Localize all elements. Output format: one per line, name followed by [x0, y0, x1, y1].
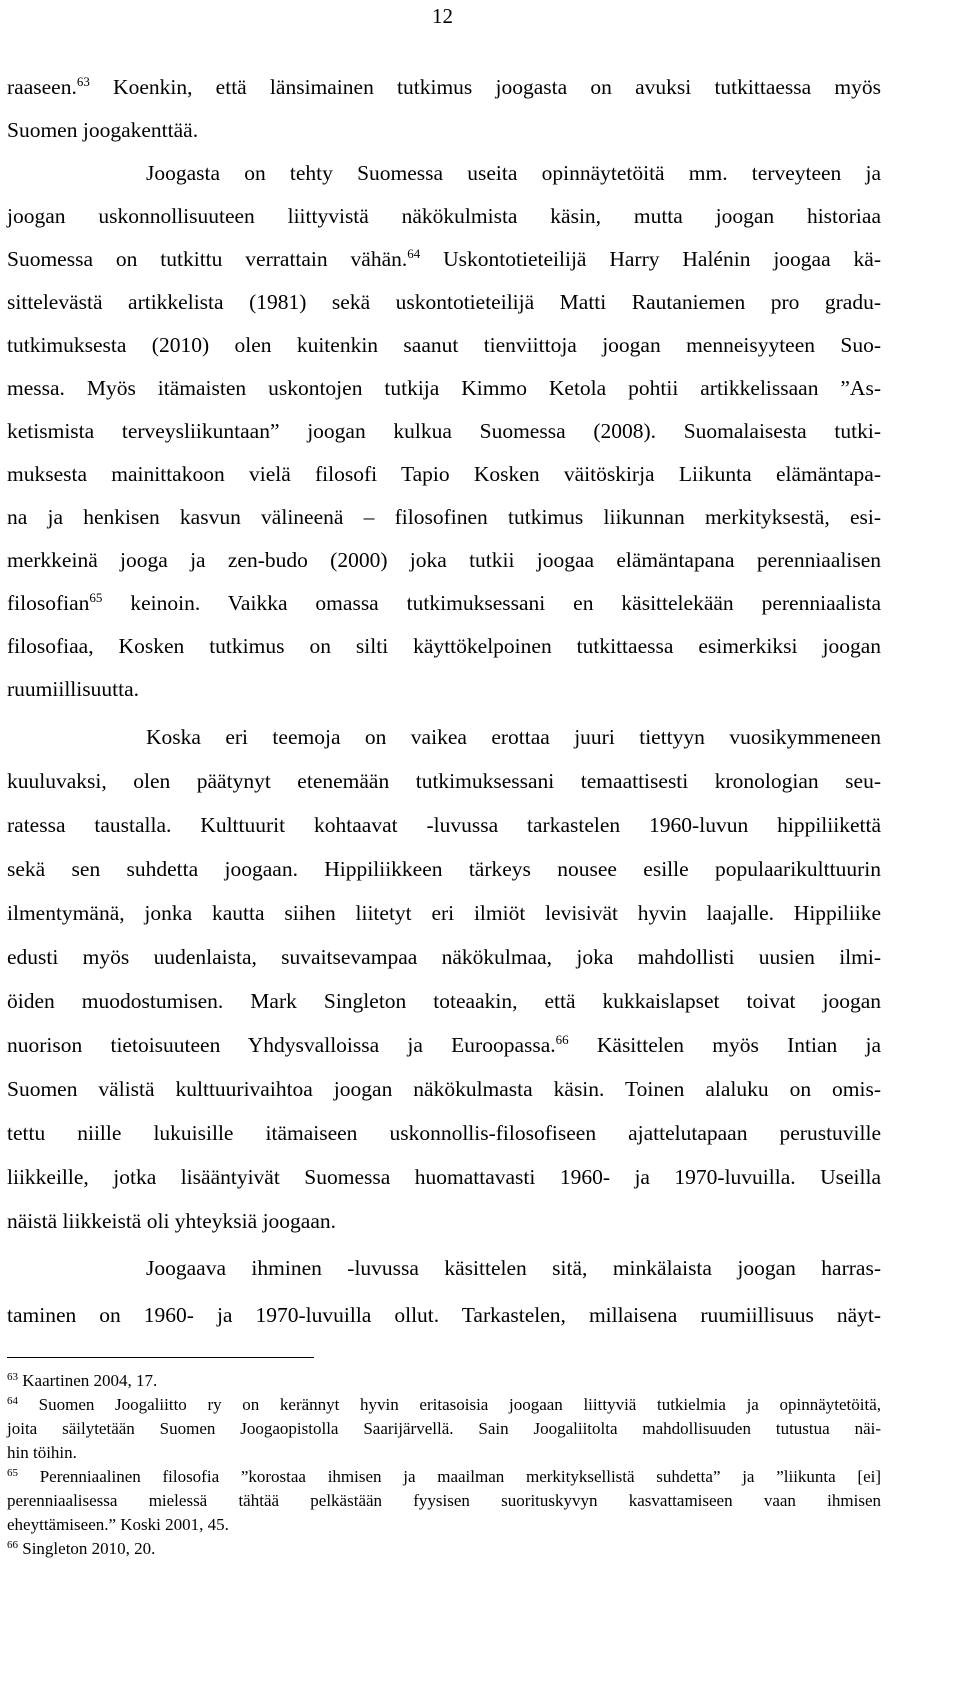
text-line: ilmentymänä, jonka kautta siihen liitetyt eri ilmiöt levisivät hyvin laajalle. Hippiliike [7, 901, 881, 925]
footnote-line: perenniaalisessa mielessä tähtää pelkästään fyysisen suorituskyvyn kasvattamiseen vaan ihmisen [7, 1491, 881, 1510]
text-line: tettu niille lukuisille itämaiseen uskonnollis-filosofiseen ajattelutapaan perustuville [7, 1121, 881, 1145]
footnote-64: $^{64}$ Suomen Joogaliitto ry on kerännyt hyvin eritasoisia joogaan liittyviä tutkielmia ja opinnäytetöitä, [7, 1395, 881, 1414]
footnote-line: joita säilytetään Suomen Joogaopistolla Saarijärvellä. Sain Joogaliitolta mahdollisuuden tutustua näi- [7, 1419, 881, 1438]
text-line: nuorison tietoisuuteen Yhdysvalloissa ja Euroopassa.$^{66}$ Käsittelen myös Intian ja [7, 1032, 881, 1057]
footnote-line: hin töihin. [7, 1443, 77, 1462]
text-line: joogan uskonnollisuuteen liittyvistä näkökulmista käsin, mutta joogan historiaa [7, 204, 881, 228]
text-line: edusti myös uudenlaista, suvaitsevampaa näkökulmaa, joka mahdollisti uusien ilmi- [7, 945, 881, 969]
footnote-line: eheyttämiseen.” Koski 2001, 45. [7, 1515, 229, 1534]
text-line: na ja henkisen kasvun välineenä – filosofinen tutkimus liikunnan merkityksestä, esi- [7, 505, 881, 529]
text-line: Suomessa on tutkittu verrattain vähän.$^{64}$ Uskontotieteilijä Harry Halénin joogaa kä- [7, 246, 881, 271]
text-line: Koska eri teemoja on vaikea erottaa juuri tiettyyn vuosikymmeneen [146, 725, 881, 749]
text-line: sekä sen suhdetta joogaan. Hippiliikkeen tärkeys nousee esille populaarikulttuurin [7, 857, 881, 881]
footnote-66: $^{66}$ Singleton 2010, 20. [7, 1539, 156, 1558]
page-number: 12 [432, 4, 453, 28]
footnote-separator [7, 1357, 314, 1358]
text-line: muksesta mainittakoon vielä filosofi Tapio Kosken väitöskirja Liikunta elämäntapa- [7, 462, 881, 486]
footnote-ref-63[interactable]: 63 [76, 74, 90, 89]
text-line: raaseen.$^{63}$ Koenkin, että länsimainen tutkimus joogasta on avuksi tutkittaessa myös [7, 74, 881, 99]
text-line: ketismista terveysliikuntaan” joogan kulkua Suomessa (2008). Suomalaisesta tutki- [7, 419, 881, 443]
text-line: filosofiaa, Kosken tutkimus on silti käyttökelpoinen tutkittaessa esimerkiksi joogan [7, 634, 881, 658]
footnote-ref-64[interactable]: 64 [407, 246, 421, 261]
text-line: Joogaava ihminen -luvussa käsittelen sitä, minkälaista joogan harras- [146, 1256, 881, 1280]
footnote-ref-66[interactable]: 66 [555, 1032, 569, 1047]
text-line: Suomen välistä kulttuurivaihtoa joogan näkökulmasta käsin. Toinen alaluku on omis- [7, 1077, 881, 1101]
text-line: filosofian$^{65}$ keinoin. Vaikka omassa tutkimuksessani en käsittelekään perenniaalista [7, 590, 881, 615]
footnote-65: $^{65}$ Perenniaalinen filosofia ”korostaa ihmisen ja maailman merkityksellistä suhdetta” ja ”liikunta [ei] [7, 1467, 881, 1486]
text-line: merkkeinä jooga ja zen-budo (2000) joka tutkii joogaa elämäntapana perenniaalisen [7, 548, 881, 572]
text-line: ruumiillisuutta. [7, 677, 139, 701]
text-line: Joogasta on tehty Suomessa useita opinnäytetöitä mm. terveyteen ja [146, 161, 881, 185]
text-line: kuuluvaksi, olen päätynyt etenemään tutkimuksessani temaattisesti kronologian seu- [7, 769, 881, 793]
text-line: tutkimuksesta (2010) olen kuitenkin saanut tienviittoja joogan menneisyyteen Suo- [7, 333, 881, 357]
text-line: Suomen joogakenttää. [7, 118, 199, 142]
text-line: taminen on 1960- ja 1970-luvuilla ollut. Tarkastelen, millaisena ruumiillisuus näyt- [7, 1303, 881, 1327]
text-line: messa. Myös itämaisten uskontojen tutkija Kimmo Ketola pohtii artikkelissaan ”As- [7, 376, 881, 400]
text-line: liikkeille, jotka lisääntyivät Suomessa huomattavasti 1960- ja 1970-luvuilla. Useilla [7, 1165, 881, 1189]
text-line: öiden muodostumisen. Mark Singleton toteaakin, että kukkaislapset toivat joogan [7, 989, 881, 1013]
footnote-ref-65[interactable]: 65 [89, 590, 103, 605]
text-line: ratessa taustalla. Kulttuurit kohtaavat -luvussa tarkastelen 1960-luvun hippiliikettä [7, 813, 881, 837]
text-line: sittelevästä artikkelista (1981) sekä uskontotieteilijä Matti Rautaniemen pro gradu- [7, 290, 881, 314]
footnote-63: $^{63}$ Kaartinen 2004, 17. [7, 1371, 158, 1390]
text-line: näistä liikkeistä oli yhteyksiä joogaan. [7, 1209, 336, 1233]
